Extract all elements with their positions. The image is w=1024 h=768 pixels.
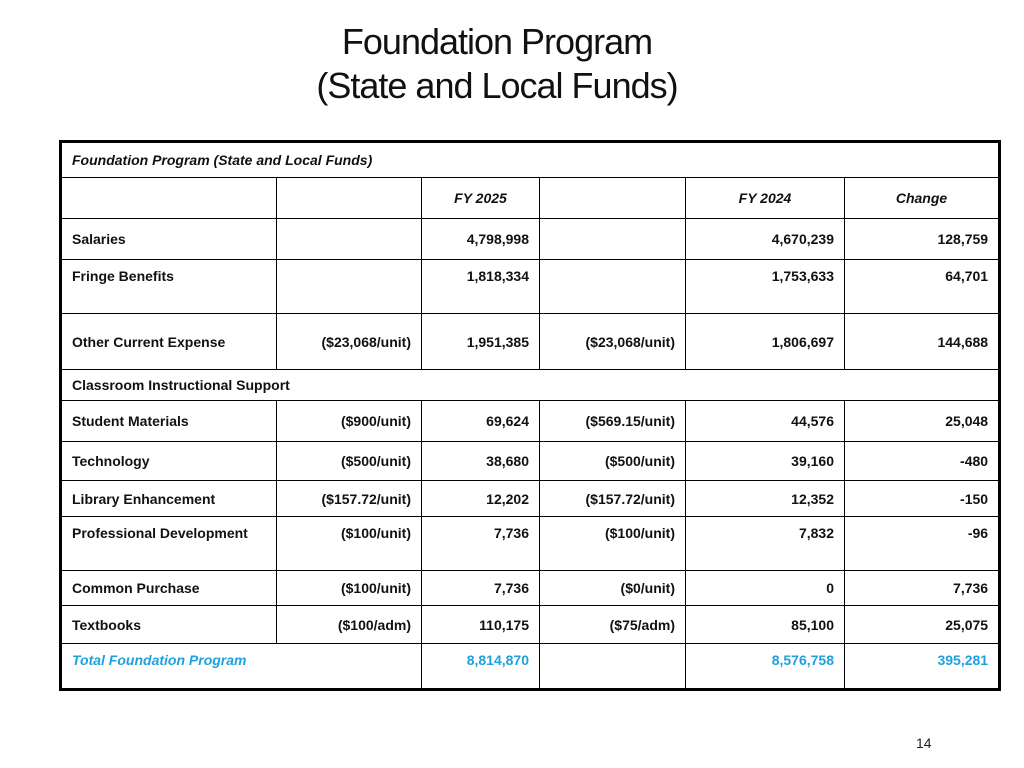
- page-title: [0, 20, 994, 108]
- row-label: Student Materials: [61, 401, 277, 442]
- value-change: -480: [845, 442, 1000, 481]
- rate-2025: ($157.72/unit): [277, 481, 422, 517]
- value-fy2025: 38,680: [422, 442, 540, 481]
- value-fy2024: 4,670,239: [686, 219, 845, 260]
- value-fy2025: 7,736: [422, 571, 540, 606]
- value-fy2024: 1,806,697: [686, 314, 845, 370]
- row-label: Common Purchase: [61, 571, 277, 606]
- rate-2024: ($569.15/unit): [540, 401, 686, 442]
- row-label: Library Enhancement: [61, 481, 277, 517]
- foundation-program-table: [59, 140, 1001, 691]
- value-fy2024: 85,100: [686, 606, 845, 644]
- rate-2024: ($23,068/unit): [540, 314, 686, 370]
- table-row: [61, 606, 1000, 644]
- title-line-2: (State and Local Funds): [316, 65, 678, 106]
- row-label: Salaries: [61, 219, 277, 260]
- table-row: [61, 314, 1000, 370]
- table-caption: Foundation Program (State and Local Funds): [61, 142, 1000, 178]
- header-fy2025: FY 2025: [422, 178, 540, 219]
- rate-2024: ($100/unit): [540, 517, 686, 571]
- table-row: [61, 260, 1000, 314]
- total-label: Total Foundation Program: [61, 644, 422, 690]
- value-change: 144,688: [845, 314, 1000, 370]
- value-fy2025: 110,175: [422, 606, 540, 644]
- rate-2025: [277, 260, 422, 314]
- row-label: Textbooks: [61, 606, 277, 644]
- value-change: 7,736: [845, 571, 1000, 606]
- value-fy2024: 1,753,633: [686, 260, 845, 314]
- rate-2024: [540, 260, 686, 314]
- value-fy2024: 7,832: [686, 517, 845, 571]
- table-row: [61, 571, 1000, 606]
- value-change: -96: [845, 517, 1000, 571]
- rate-2024: ($157.72/unit): [540, 481, 686, 517]
- table-row: [61, 481, 1000, 517]
- value-fy2025: 4,798,998: [422, 219, 540, 260]
- value-change: 25,048: [845, 401, 1000, 442]
- rate-2025: ($100/unit): [277, 517, 422, 571]
- rate-2025: ($23,068/unit): [277, 314, 422, 370]
- value-change: -150: [845, 481, 1000, 517]
- header-row: [61, 178, 1000, 219]
- value-fy2024: 39,160: [686, 442, 845, 481]
- total-row: [61, 644, 1000, 690]
- table-row: [61, 517, 1000, 571]
- page-number: 14: [916, 735, 932, 751]
- table-row: [61, 401, 1000, 442]
- rate-2025: ($100/adm): [277, 606, 422, 644]
- value-fy2024: 44,576: [686, 401, 845, 442]
- row-label: Fringe Benefits: [61, 260, 277, 314]
- header-change: Change: [845, 178, 1000, 219]
- row-label: Other Current Expense: [61, 314, 277, 370]
- total-change: 395,281: [845, 644, 1000, 690]
- rate-2024: ($500/unit): [540, 442, 686, 481]
- rate-2025: ($500/unit): [277, 442, 422, 481]
- row-label: Professional Development: [61, 517, 277, 571]
- value-change: 64,701: [845, 260, 1000, 314]
- table-row: [61, 442, 1000, 481]
- value-fy2025: 12,202: [422, 481, 540, 517]
- value-fy2024: 0: [686, 571, 845, 606]
- rate-2025: ($100/unit): [277, 571, 422, 606]
- rate-2025: ($900/unit): [277, 401, 422, 442]
- caption-row: [61, 142, 1000, 178]
- value-change: 128,759: [845, 219, 1000, 260]
- value-change: 25,075: [845, 606, 1000, 644]
- value-fy2024: 12,352: [686, 481, 845, 517]
- value-fy2025: 7,736: [422, 517, 540, 571]
- rate-2024: ($75/adm): [540, 606, 686, 644]
- value-fy2025: 1,818,334: [422, 260, 540, 314]
- title-line-1: Foundation Program: [341, 21, 653, 62]
- rate-2024: ($0/unit): [540, 571, 686, 606]
- value-fy2025: 69,624: [422, 401, 540, 442]
- table-row: [61, 219, 1000, 260]
- value-fy2025: 1,951,385: [422, 314, 540, 370]
- total-fy2024: 8,576,758: [686, 644, 845, 690]
- section-row: [61, 370, 1000, 401]
- header-fy2024: FY 2024: [686, 178, 845, 219]
- rate-2025: [277, 219, 422, 260]
- rate-2024: [540, 219, 686, 260]
- total-fy2025: 8,814,870: [422, 644, 540, 690]
- section-label: Classroom Instructional Support: [61, 370, 1000, 401]
- row-label: Technology: [61, 442, 277, 481]
